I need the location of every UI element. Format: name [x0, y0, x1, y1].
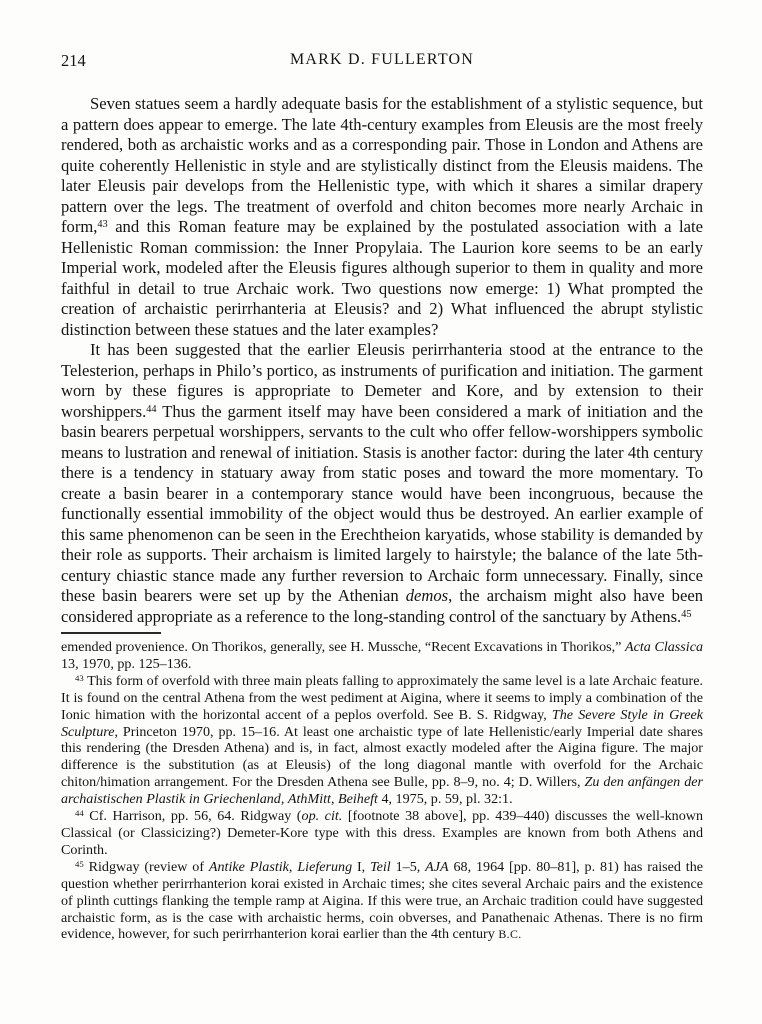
running-header-author: MARK D. FULLERTON [289, 51, 475, 68]
running-head [61, 51, 703, 71]
footnote-separator-rule [61, 632, 161, 634]
footnote-43: $^{43}$ This form of overfold with three main pleats falling to approximately the same level is a late Archaic feature. It is found on the central Athena from the west pediment at Aigina, where it seems to imply a combination of the Ionic himation with the horizontal accent of a peplos overfold. See B. S. Ridgway, The Severe Style in Greek Sculpture, Princeton 1970, pp. 15–16. At least one archaistic type of late Hellenistic/early Imperial date shares this rendering (the Dresden Athena) and is, in fact, almost exactly modeled after the Aigina figure. The major difference is the substitution (as at Eleusis) of the long diagonal mantle with overfold for the Archaic chiton/himation arrangement. For the Dresden Athena see Bulle, pp. 8–9, no. 4; D. Willers, Zu den anfängen der archaistischen Plastik in Griechenland, AthMitt, Beiheft 4, 1975, p. 59, pl. 32:1. [61, 672, 703, 808]
footnote-45: $^{45}$ Ridgway (review of Antike Plastik, Lieferung I, Teil 1–5, AJA 68, 1964 [pp. 80–81], p. 81) has raised the question whether perirrhanterion korai existed in Archaic times; she cites several Archaic pairs and the existence of plinth cuttings flanking the temple ramp at Aigina. If this were true, an Archaic tradition could have suggested archaistic form, as is the case with archaistic herms, coin obverses, and Panathenaic Athenas. There is no firm evidence, however, for such perirrhanterion korai earlier than the 4th century B.C. [61, 858, 704, 943]
page-number: 214 [61, 51, 86, 70]
paragraph: It has been suggested that the earlier Eleusis perirrhanteria stood at the entrance to the Telesterion, perhaps in Philo’s portico, as instruments of purification and initiation. The garment worn by these figures is appropriate to Demeter and Kore, and by extension to their worshippers.$^{44}$ Thus the garment itself may have been considered a mark of initiation and the basin bearers perpetual worshippers, servants to the cult who offer fellow-worshippers symbolic means to lustration and renewal of initiation. Stasis is another factor: during the later 4th century there is a tendency in statuary away from static poses and toward the more momentary. To create a basin bearer in a contemporary stance would have been incongruous, because the functionally essential immobility of the object would thus be destroyed. An earlier example of this same phenomenon can be seen in the Erechtheion karyatids, whose stability is demanded by their role as supports. Their archaism is limited largely to hairstyle; the balance of the late 5th-century chiastic stance made any further reversion to Archaic form unnecessary. Finally, since these basin bearers were set up by the Athenian demos, the archaism might also have been considered appropriate as a reference to the long-standing control of the sanctuary by Athens.$^{45}$ [61, 340, 703, 626]
footnote-continuation: emended provenience. On Thorikos, generally, see H. Mussche, “Recent Excavations in Thorikos,” Acta Classica 13, 1970, pp. 125–136. [61, 639, 703, 672]
footnote-44: $^{44}$ Cf. Harrison, pp. 56, 64. Ridgway (op. cit. [footnote 38 above], pp. 439–440) discusses the well-known Classical (or Classicizing?) Demeter-Kore type with this dress. Examples are known from both Athens and Corinth. [61, 808, 703, 858]
footnotes-block [61, 639, 703, 943]
page-content [61, 51, 703, 943]
paragraph: Seven statues seem a hardly adequate basis for the establishment of a stylistic sequence, but a pattern does appear to emerge. The late 4th-century examples from Eleusis are the most freely rendered, both as archaistic works and as a corresponding pair. Those in London and Athens are quite coherently Hellenistic in style and are stylistically distinct from the Eleusis maidens. The later Eleusis pair develops from the Hellenistic type, with which it shares a similar drapery pattern over the legs. The treatment of overfold and chiton becomes more nearly Archaic in form,$^{43}$ and this Roman feature may be explained by the postulated association with a late Hellenistic Roman commission: the Inner Propylaia. The Laurion kore seems to be an early Imperial work, modeled after the Eleusis figures although superior to them in quality and more faithful in detail to true Archaic work. Two questions now emerge: 1) What prompted the creation of archaistic perirrhanteria at Eleusis? and 2) What influenced the abrupt stylistic distinction between these statues and the later examples? [61, 94, 703, 339]
main-text [61, 94, 703, 627]
